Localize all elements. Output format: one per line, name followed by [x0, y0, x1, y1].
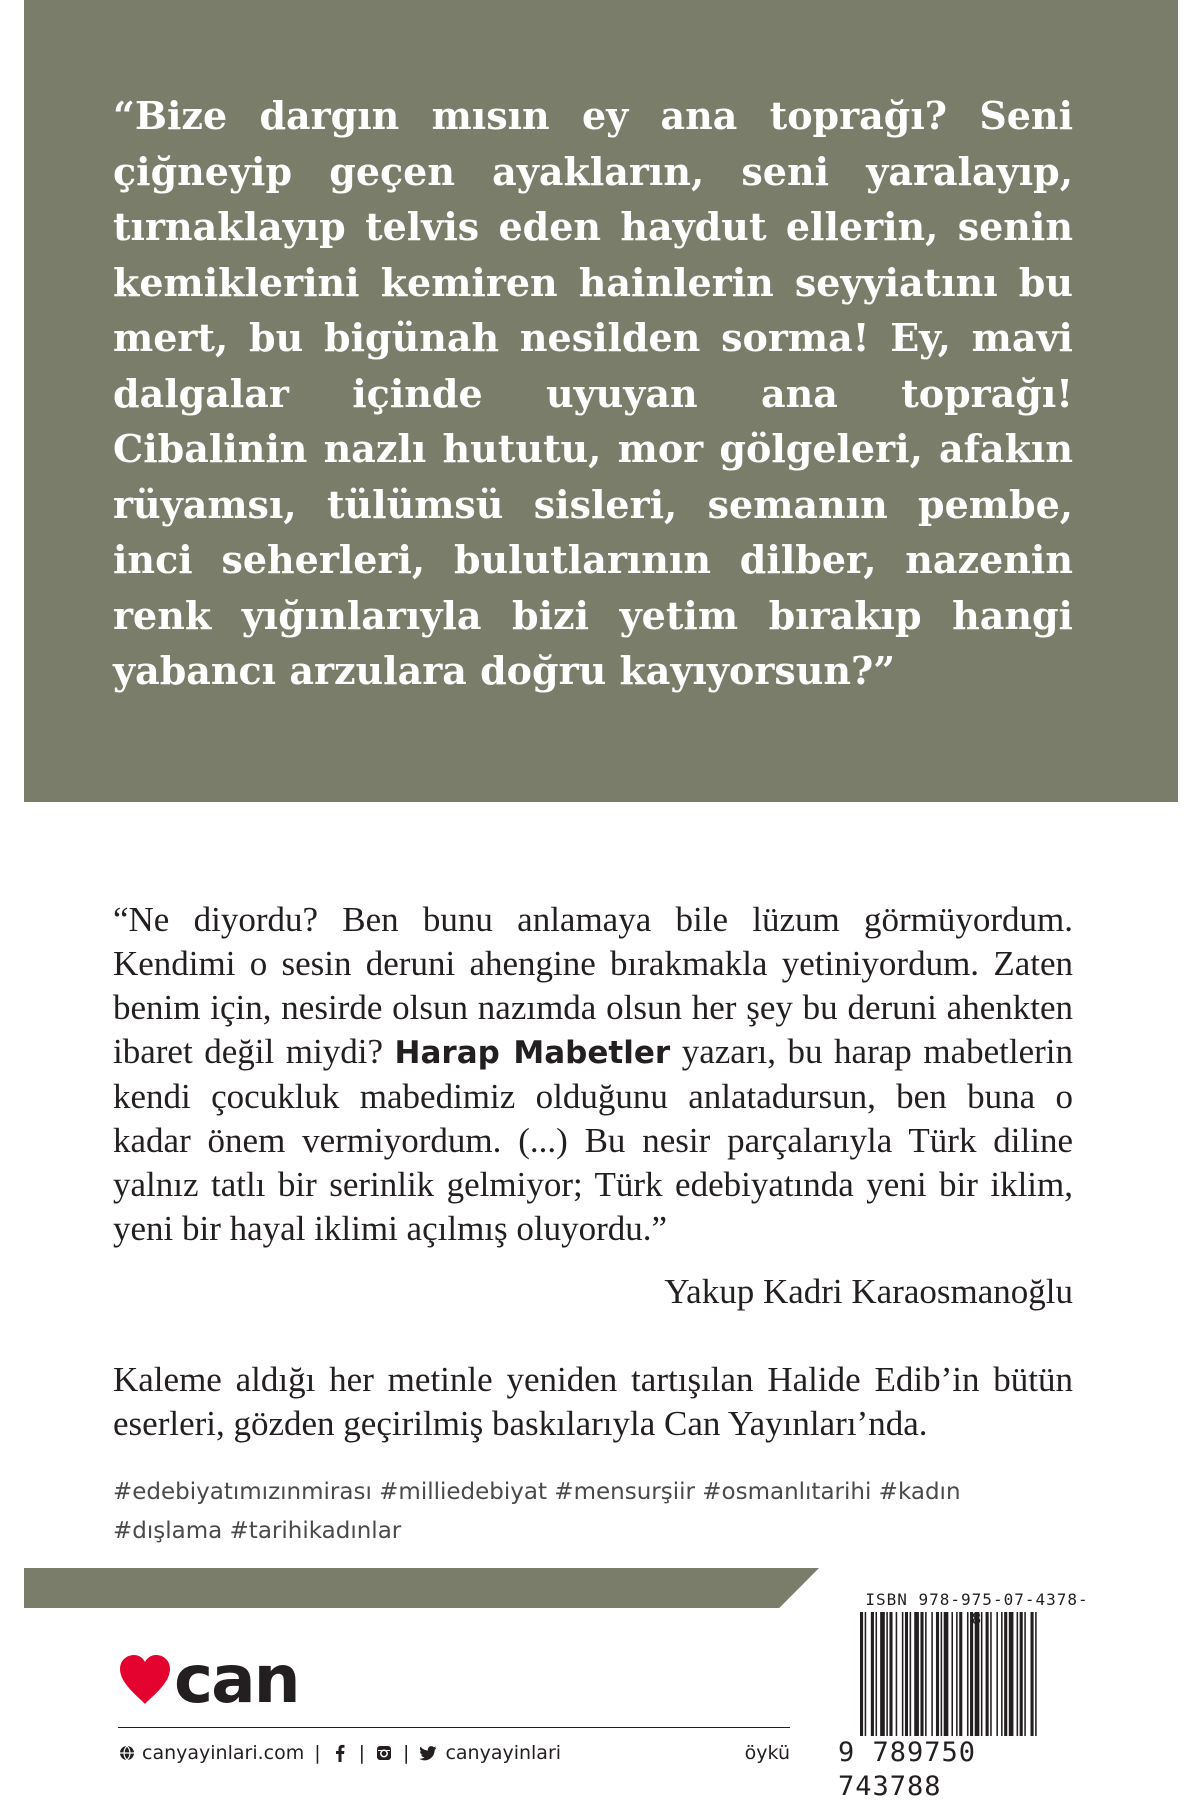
website-link[interactable]: canyayinlari.com: [142, 1742, 305, 1764]
barcode-bar: [889, 1612, 892, 1744]
barcode-bar: [951, 1612, 953, 1744]
review-quote-after: yazarı, bu harap mabetlerin kendi çocukluk mabedimiz olduğunu anlatadursun, ben buna o kadar önem vermiyordum. (...) Bu nesir parçalarıyla Türk diline yalnız tatlı bir serinlik gelmiyor; Türk edebiyatında yeni bir iklim, yeni bir hayal iklimi açılmış oluyordu.”: [113, 1032, 1073, 1248]
barcode-bar: [956, 1612, 958, 1744]
barcode-bar: [990, 1612, 992, 1744]
barcode-bar: [910, 1612, 912, 1744]
footer-bar: [118, 1738, 790, 1768]
barcode-bar: [931, 1612, 933, 1744]
barcode-bar: [876, 1612, 878, 1744]
review-quote-before: “Ne diyordu? Ben bunu anlamaya bile lüzum görmüyordum. Kendimi o sesin deruni ahengine bırakmakla yetiniyordum. Zaten benim için, nesirde olsun nazımda olsun her şey bu deruni ahenkten ibaret değil miydi?: [113, 900, 1073, 1071]
publisher-logo: [118, 1641, 318, 1718]
quote-attribution: Yakup Kadri Karaosmanoğlu: [664, 1272, 1073, 1311]
barcode: [858, 1612, 1088, 1744]
separator: |: [403, 1742, 410, 1764]
barcode-bar: [986, 1612, 989, 1744]
barcode-bar: [920, 1612, 923, 1744]
barcode-bar: [865, 1612, 867, 1744]
barcode-bar: [967, 1612, 969, 1744]
barcode-bar: [981, 1612, 983, 1744]
barcode-bar: [1001, 1612, 1003, 1744]
barcode-bar: [896, 1612, 898, 1744]
barcode-bar: [860, 1612, 863, 1744]
book-title-mention: Harap Mabetler: [394, 1035, 671, 1071]
barcode-bar: [1035, 1612, 1037, 1744]
barcode-bar: [975, 1612, 980, 1744]
facebook-icon[interactable]: [331, 1744, 349, 1762]
featured-quote: “Bize dargın mısın ey ana toprağı? Seni çiğneyip geçen ayakların, seni yaralayıp, tırnaklayıp telvis eden haydut ellerin, senin kemiklerini kemiren hainlerin seyyiatını bu mert, bu bigünah nesilden sorma! Ey, mavi dalgalar içinde uyuyan ana toprağı! Cibalinin nazlı hututu, mor gölgeleri, afakın rüyamsı, tülümsü sisleri, semanın pembe, inci seherleri, bulutlarının dilber, nazenin renk yığınlarıyla bizi yetim bırakıp hangi yabancı arzulara doğru kayıyorsun?”: [113, 93, 1073, 693]
review-quote: [113, 898, 1073, 1251]
globe-icon: [118, 1744, 136, 1762]
footer-divider: [118, 1727, 790, 1728]
publisher-blurb: Kaleme aldığı her metinle yeniden tartışılan Halide Edib’in bütün eserleri, gözden geçirilmiş baskılarıyla Can Yayınları’nda.: [113, 1360, 1073, 1443]
barcode-bar: [1017, 1612, 1019, 1744]
barcode-bar: [1009, 1612, 1014, 1744]
instagram-icon[interactable]: [375, 1744, 393, 1762]
isbn-label: ISBN 978-975-07-4378-: [865, 1590, 1089, 1609]
decorative-band: [24, 1568, 819, 1608]
barcode-bar: [905, 1612, 908, 1744]
heart-icon: [118, 1654, 172, 1706]
barcode-bar: [880, 1612, 885, 1744]
barcode-bar: [1004, 1612, 1007, 1744]
barcode-digits: 9 789750 743788: [838, 1736, 1090, 1770]
barcode-bar: [944, 1612, 949, 1744]
barcode-bar: [914, 1612, 919, 1744]
barcode-bar: [970, 1612, 973, 1744]
hashtag-list: #edebiyatımızınmirası #milliedebiyat #mensurşiir #osmanlıtarihi #kadın #dışlama #tarihikadınlar: [113, 1479, 961, 1544]
genre-label: öykü: [744, 1742, 790, 1764]
barcode-bar: [1020, 1612, 1023, 1744]
barcode-bar: [996, 1612, 998, 1744]
barcode-bar: [925, 1612, 927, 1744]
barcode-bar: [941, 1612, 943, 1744]
barcode-bar: [936, 1612, 939, 1744]
twitter-icon[interactable]: [419, 1744, 437, 1762]
social-handle[interactable]: canyayinlari: [445, 1742, 562, 1764]
barcode-bar: [902, 1612, 904, 1744]
barcode-bar: [886, 1612, 888, 1744]
logo-text: can: [174, 1641, 299, 1718]
barcode-bar: [1024, 1612, 1026, 1744]
barcode-bar: [871, 1612, 874, 1744]
barcode-bar: [1031, 1612, 1034, 1744]
separator: |: [358, 1742, 366, 1764]
separator: |: [314, 1742, 321, 1764]
barcode-bar: [959, 1612, 962, 1744]
